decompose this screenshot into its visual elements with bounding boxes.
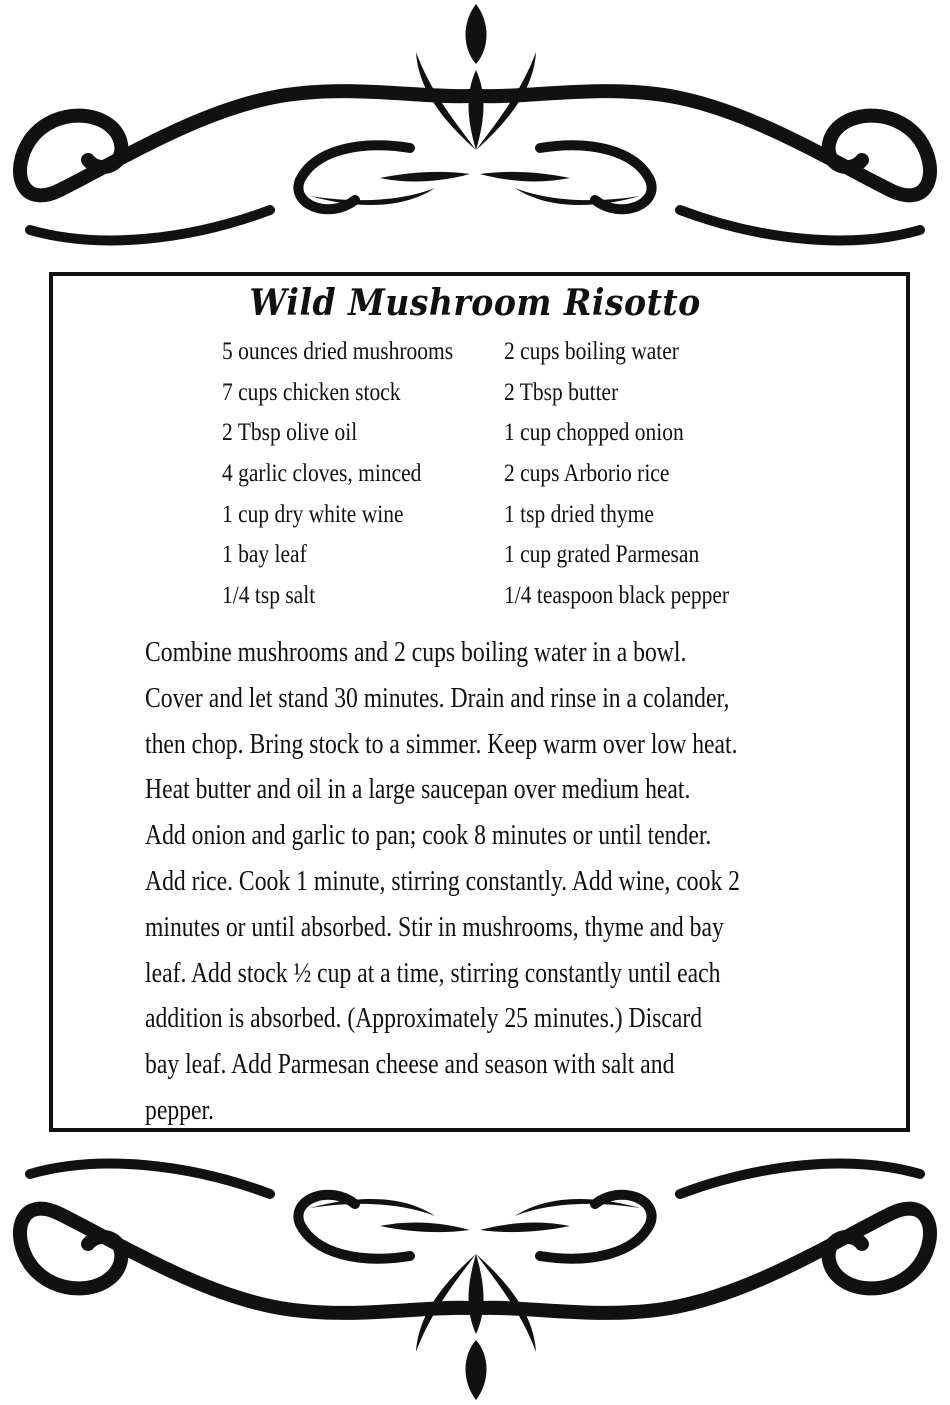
instruction-line: Heat butter and oil in a large saucepan over medium heat. <box>145 774 691 806</box>
ingredient-item: 1/4 teaspoon black pepper <box>504 582 730 610</box>
ingredient-row <box>222 377 842 418</box>
ingredient-item: 2 Tbsp butter <box>504 378 619 406</box>
bottom-flourish-ornament <box>0 1150 950 1405</box>
ingredient-item: 1 cup dry white wine <box>222 500 404 528</box>
ingredient-row <box>222 539 842 580</box>
ingredient-item: 5 ounces dried mushrooms <box>222 338 454 365</box>
ingredient-item: 4 garlic cloves, minced <box>222 460 422 488</box>
ingredient-item: 7 cups chicken stock <box>222 378 401 406</box>
flourish-icon <box>0 1150 950 1405</box>
instruction-line: bay leaf. Add Parmesan cheese and season with salt and <box>145 1049 675 1081</box>
ingredient-row <box>222 499 842 540</box>
ingredient-row <box>222 580 842 621</box>
instruction-line: Add rice. Cook 1 minute, stirring constantly. Add wine, cook 2 <box>145 865 741 897</box>
ingredient-row <box>222 336 842 377</box>
ingredients-list <box>222 336 842 621</box>
top-flourish-ornament <box>0 0 950 262</box>
ingredient-item: 1 tsp dried thyme <box>504 500 654 528</box>
ingredient-item: 2 cups Arborio rice <box>504 460 670 488</box>
instructions-paragraph <box>145 630 945 1134</box>
instruction-line: then chop. Bring stock to a simmer. Keep warm over low heat. <box>145 728 738 760</box>
ingredient-row <box>222 458 842 499</box>
instruction-line: Combine mushrooms and 2 cups boiling water in a bowl. <box>145 637 687 668</box>
instruction-line: addition is absorbed. (Approximately 25 minutes.) Discard <box>145 1003 703 1035</box>
ingredient-item: 2 Tbsp olive oil <box>222 419 358 447</box>
instruction-line: minutes or until absorbed. Stir in mushrooms, thyme and bay <box>145 911 724 943</box>
flourish-icon <box>0 0 950 262</box>
instruction-line: leaf. Add stock ½ cup at a time, stirring constantly until each <box>145 957 721 989</box>
ingredient-item: 1 bay leaf <box>222 541 307 569</box>
instruction-line: pepper. <box>145 1094 214 1126</box>
ingredient-item: 1 cup chopped onion <box>504 419 684 447</box>
instruction-line: Add onion and garlic to pan; cook 8 minutes or until tender. <box>145 820 712 852</box>
ingredient-item: 1 cup grated Parmesan <box>504 541 700 569</box>
ingredient-row <box>222 417 842 458</box>
ingredient-item: 1/4 tsp salt <box>222 582 316 610</box>
instruction-line: Cover and let stand 30 minutes. Drain and rinse in a colander, <box>145 682 730 714</box>
recipe-title: Wild Mushroom Risotto <box>249 282 701 324</box>
ingredient-item: 2 cups boiling water <box>504 338 679 365</box>
